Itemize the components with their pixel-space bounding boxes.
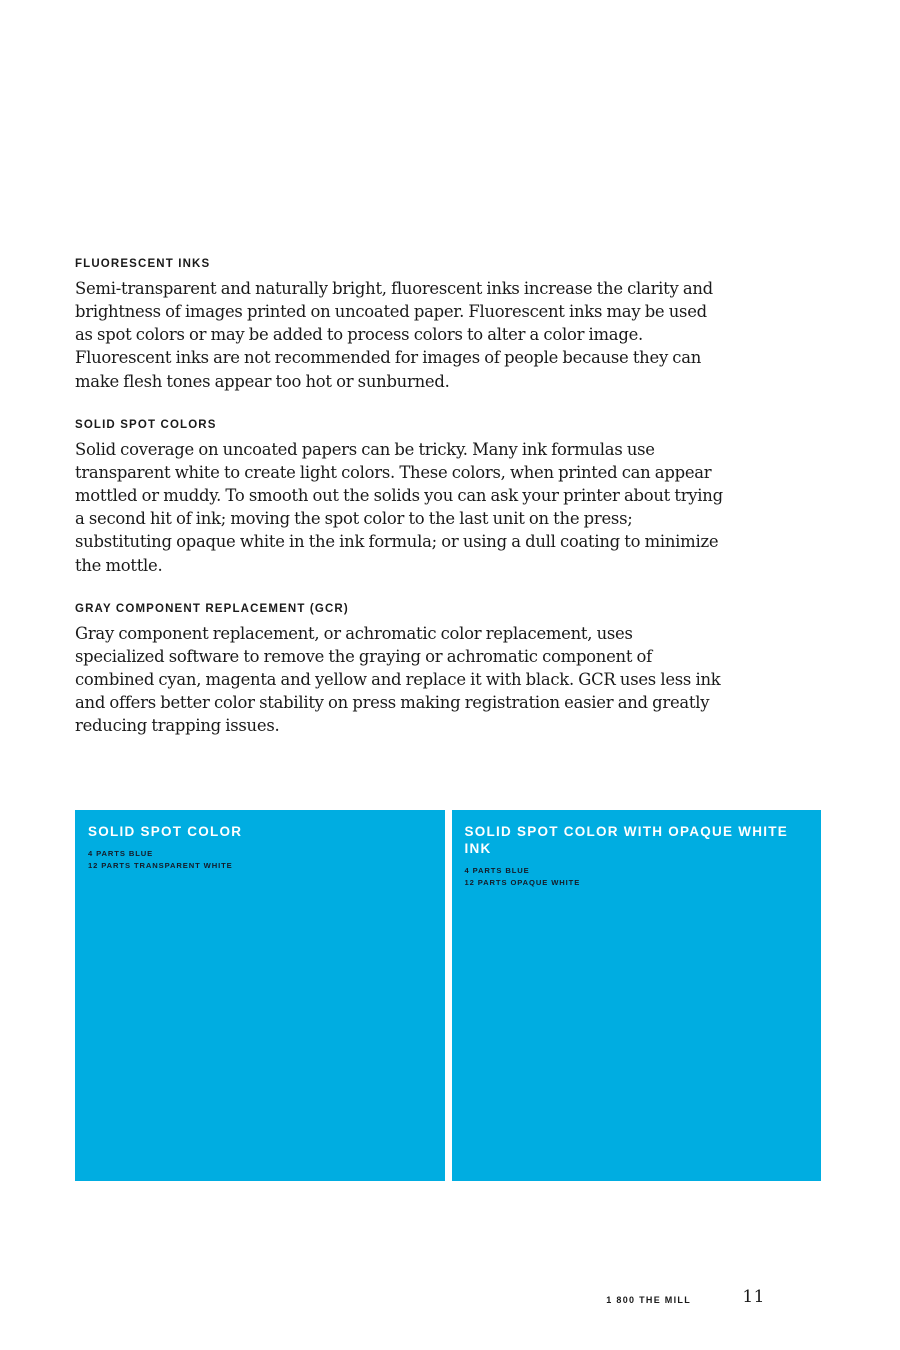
section-gray-component-replacement — [75, 603, 723, 738]
swatch-solid-spot-color-opaque-white — [452, 810, 822, 1181]
swatch-title: SOLID SPOT COLOR — [88, 824, 243, 839]
section-paragraph: Solid coverage on uncoated papers can be tricky. Many ink formulas use transparent white to create light colors. These colors, when printed can appear mottled or muddy. To smooth out the solids you can ask your printer about trying a second hit of ink; moving the spot color to the last unit on the press; substituting opaque white in the ink formula; or using a dull coating to minimize the mottle. — [75, 439, 723, 575]
swatch-caption — [465, 823, 810, 888]
section-fluorescent-inks — [75, 258, 723, 393]
swatch-solid-spot-color — [75, 810, 445, 1181]
swatch-spec-line: 12 PARTS TRANSPARENT WHITE — [88, 860, 233, 870]
swatch-spec-line: 4 PARTS BLUE — [464, 866, 530, 875]
color-swatch-group — [75, 810, 821, 1181]
swatch-caption — [88, 823, 433, 871]
page-footer — [75, 1287, 775, 1317]
section-heading: GRAY COMPONENT REPLACEMENT (GCR) — [75, 602, 349, 615]
section-heading: FLUORESCENT INKS — [75, 258, 211, 270]
swatch-title: SOLID SPOT COLOR WITH OPAQUE WHITE INK — [464, 824, 788, 856]
section-paragraph: Gray component replacement, or achromatic color replacement, uses specialized software to remove the graying or achromatic component of combined cyan, magenta and yellow and replace it with black. GCR uses less ink and offers better color stability on press making registration easier and greatly reducing trapping issues. — [75, 623, 721, 736]
swatch-spec-line: 12 PARTS OPAQUE WHITE — [464, 877, 581, 887]
section-heading: SOLID SPOT COLORS — [75, 418, 217, 431]
section-paragraph: Semi-transparent and naturally bright, fluorescent inks increase the clarity and brightness of images printed on uncoated paper. Fluorescent inks may be used as spot colors or may be added to process colors to alter a color image. Fluorescent inks are not recommended for images of people because they can make flesh tones appear too hot or sunburned. — [75, 278, 713, 391]
swatch-specs — [465, 865, 810, 888]
swatch-spec-line: 4 PARTS BLUE — [88, 849, 154, 858]
footer-phone: 1 800 THE MILL — [606, 1295, 691, 1305]
article-body — [75, 258, 723, 738]
section-solid-spot-colors — [75, 419, 723, 577]
page-number: 11 — [742, 1287, 765, 1307]
swatch-specs — [88, 848, 433, 871]
